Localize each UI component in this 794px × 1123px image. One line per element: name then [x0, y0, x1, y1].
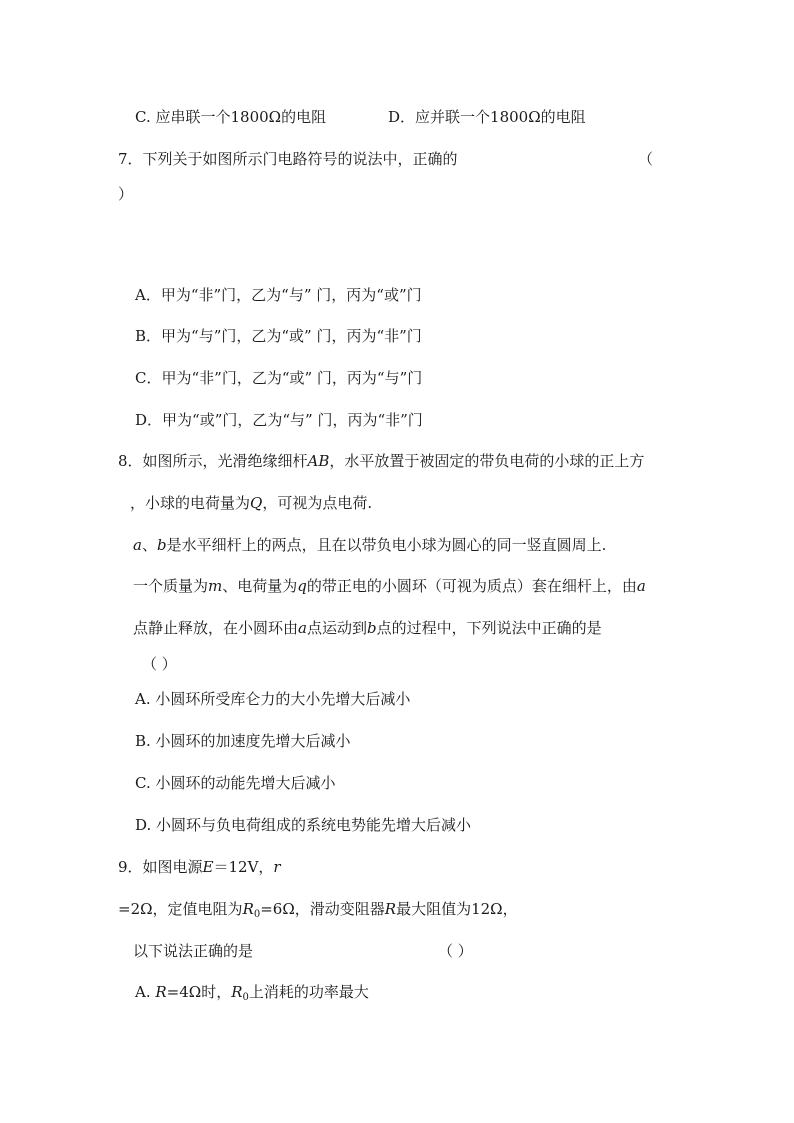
q8-text: ，小球的电荷量为 — [130, 494, 251, 512]
q8-text: 点的过程中，下列说法中正确的是 — [376, 619, 602, 637]
q7-stem: 7．下列关于如图所示门电路符号的说法中，正确的 — [118, 150, 458, 168]
q8-stem-line3 — [133, 535, 606, 555]
q9-text: 上消耗的功率最大 — [248, 983, 369, 1001]
q7-answer-paren-close: ） — [118, 185, 134, 203]
q8-option-a: A. 小圆环所受库仑力的大小先增大后减小 — [135, 690, 411, 708]
q9-subscript: 0 — [253, 909, 261, 920]
q9-text: 9．如图电源 — [118, 858, 203, 876]
q8-var-q-charge: Q — [250, 494, 263, 512]
q9-subscript: 0 — [242, 992, 249, 1003]
q8-text: 点静止释放，在小圆环由 — [133, 619, 299, 637]
q9-var-r0: R — [242, 900, 254, 918]
q8-text: 点运动到 — [306, 619, 367, 637]
q9-text: =6Ω，滑动变阻器 — [260, 900, 385, 918]
q7-answer-paren-open: （ — [638, 150, 654, 168]
q8-var-b: b — [366, 619, 377, 637]
q8-stem-line5 — [133, 618, 602, 638]
q8-text: 是水平细杆上的两点，且在以带负电小球为圆心的同一竖直圆周上. — [166, 536, 607, 554]
q8-var-a: a — [298, 619, 307, 637]
q8-stem-line4 — [133, 576, 646, 596]
q9-text: A. — [135, 983, 156, 1001]
q9-stem-line2 — [118, 899, 518, 925]
q9-stem-line1 — [118, 857, 281, 877]
q8-var-b: b — [156, 536, 167, 554]
q8-stem-line2 — [130, 493, 372, 513]
q9-answer-paren: （ ） — [438, 942, 473, 960]
q6-option-c: C. 应串联一个1800Ω的电阻 — [135, 108, 327, 126]
q7-option-a: A．甲为“非”门，乙为“与” 门，丙为“或”门 — [135, 286, 422, 304]
q9-var-r: R — [384, 900, 397, 918]
q8-var-a: a — [636, 577, 646, 595]
q9-var-r: R — [155, 983, 167, 1001]
q8-text: 、电荷量为 — [222, 577, 298, 595]
q8-stem-line1 — [118, 451, 644, 471]
q9-option-a — [135, 982, 369, 1008]
q8-var-ab: AB — [307, 452, 330, 470]
q9-var-r0: R — [231, 983, 243, 1001]
q8-var-q: q — [297, 577, 307, 595]
q8-option-d: D. 小圆环与负电荷组成的系统电势能先增大后减小 — [135, 816, 472, 834]
q9-text: 最大阻值为12Ω， — [396, 900, 518, 918]
q7-option-b: B．甲为“与”门，乙为“或” 门，丙为“非”门 — [135, 327, 422, 345]
q8-option-b: B. 小圆环的加速度先增大后减小 — [135, 732, 351, 750]
q9-text: ＝12V， — [213, 858, 274, 876]
q8-text: 的带正电的小圆环（可视为质点）套在细杆上，由 — [306, 577, 637, 595]
q9-text: =2Ω，定值电阻为 — [118, 900, 243, 918]
q8-option-c: C. 小圆环的动能先增大后减小 — [135, 774, 336, 792]
q6-option-d: D．应并联一个1800Ω的电阻 — [388, 108, 586, 126]
q9-text: =4Ω时， — [166, 983, 232, 1001]
q8-var-a: a — [133, 536, 142, 554]
q8-text: ，水平放置于被固定的带负电荷的小球的正上方 — [329, 452, 645, 470]
q8-text: 、 — [141, 536, 157, 554]
q8-text: 一个质量为 — [133, 577, 209, 595]
q7-option-d: D．甲为“或”门，乙为“与” 门，丙为“非”门 — [135, 411, 423, 429]
q8-var-m: m — [208, 577, 223, 595]
q8-answer-paren: （ ） — [142, 655, 177, 673]
q9-stem-line3: 以下说法正确的是 — [133, 942, 254, 960]
q8-text: ，可视为点电荷. — [262, 494, 373, 512]
q7-option-c: C．甲为“非”门，乙为“或” 门，丙为“与”门 — [135, 369, 423, 387]
q8-text: 8．如图所示，光滑绝缘细杆 — [118, 452, 308, 470]
q9-var-r: r — [273, 858, 281, 876]
q9-var-e: E — [202, 858, 214, 876]
